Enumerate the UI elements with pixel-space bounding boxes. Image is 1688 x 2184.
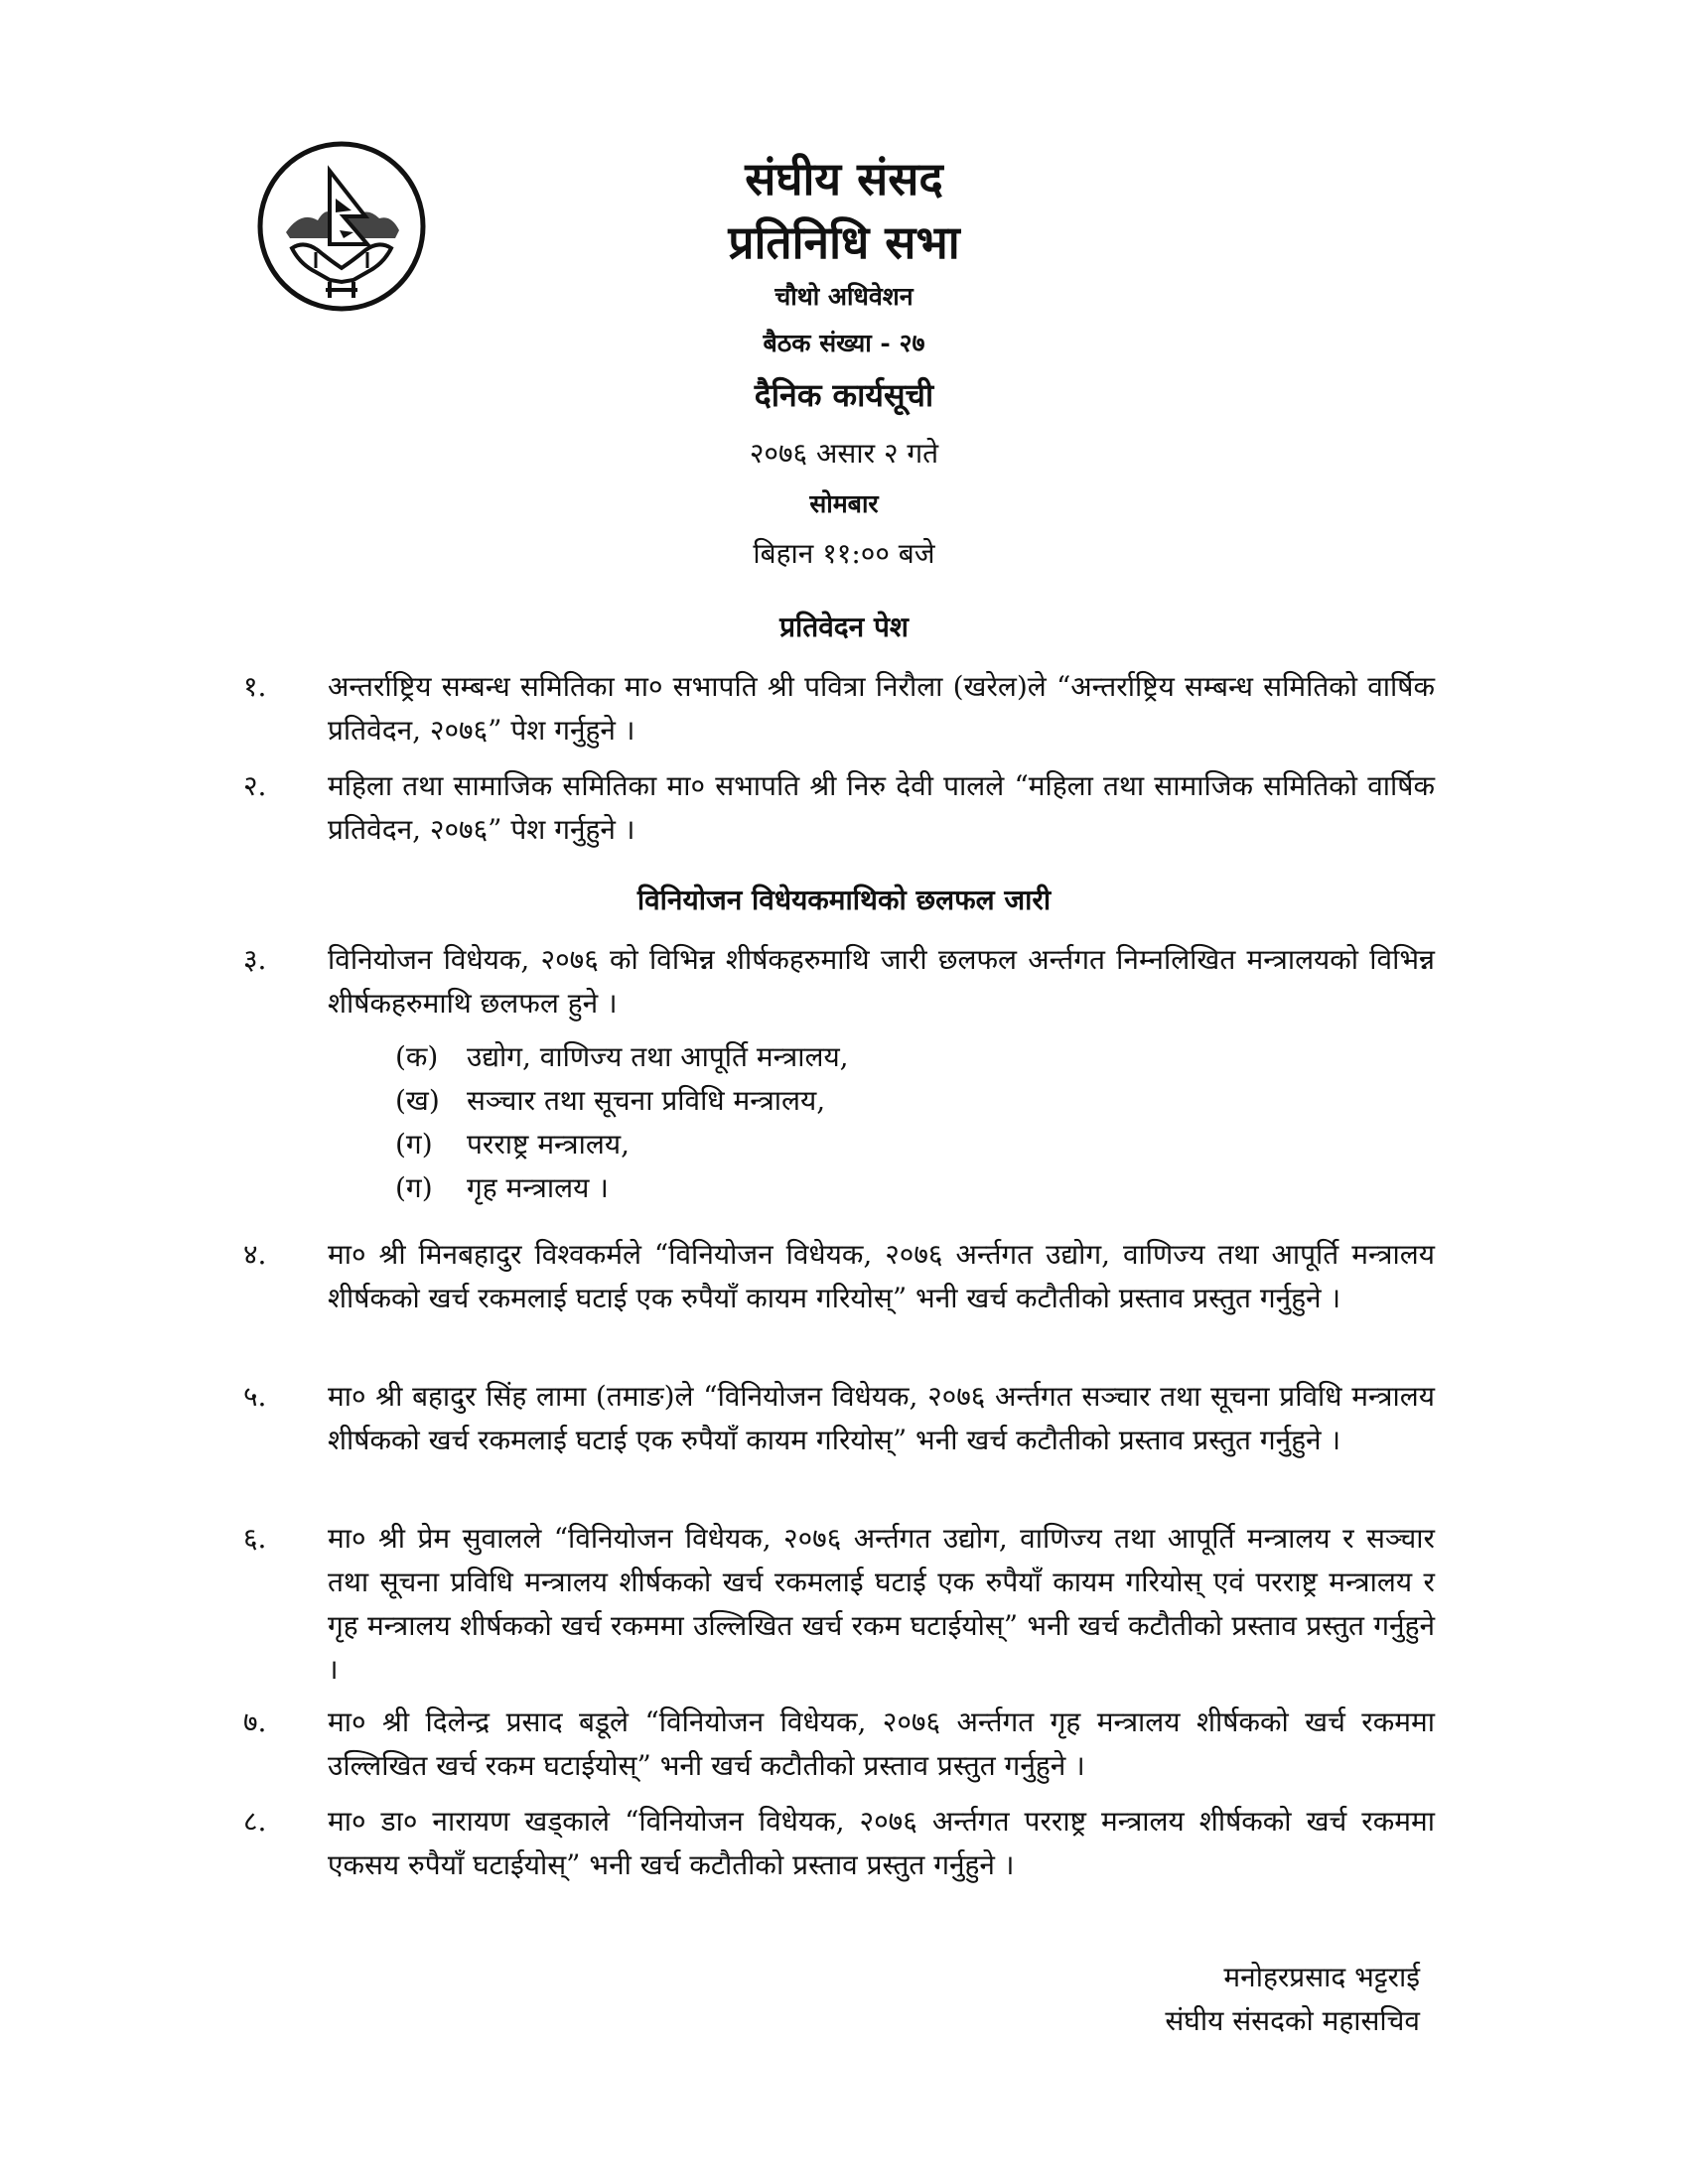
item-text: मा० श्री प्रेम सुवालले “विनियोजन विधेयक, २०७६ अर्न्तगत उद्योग, वाणिज्य तथा आपूर्ति मन्त्रालय र सञ्चार तथा सूचना प्रविधि मन्त्रालय शीर्षकको खर्च रकमलाई घटाई एक रुपैयाँ कायम गरियोस् एवं परराष्ट्र मन्त्रालय र गृह मन्त्रालय शीर्षकको खर्च रकममा उल्लिखित खर्च रकम घटाईयोस्” भनी खर्च कटौतीको प्रस्ताव प्रस्तुत गर्नुहुने । (328, 1522, 1435, 1686)
item-text: मा० श्री दिलेन्द्र प्रसाद बडूले “विनियोजन विधेयक, २०७६ अर्न्तगत गृह मन्त्रालय शीर्षकको खर्च रकममा उल्लिखित खर्च रकम घटाईयोस्” भनी खर्च कटौतीको प्रस्ताव प्रस्तुत गर्नुहुने । (328, 1706, 1435, 1782)
parliament-emblem-icon (256, 141, 427, 312)
agenda-item (243, 938, 1435, 1025)
agenda-item (243, 1375, 1435, 1462)
section-title-appropriation: विनियोजन विधेयकमाथिको छलफल जारी (636, 884, 1052, 916)
item-text: मा० श्री बहादुर सिंह लामा (तमाङ)ले “विनियोजन विधेयक, २०७६ अर्न्तगत सञ्चार तथा सूचना प्रविधि मन्त्रालय शीर्षकको खर्च रकमलाई घटाई एक रुपैयाँ कायम गरियोस्” भनी खर्च कटौतीको प्रस्ताव प्रस्तुत गर्नुहुने । (328, 1380, 1435, 1456)
item-text: महिला तथा सामाजिक समितिका मा० सभापति श्री निरु देवी पालले “महिला तथा सामाजिक समितिको वार्षिक प्रतिवेदन, २०७६” पेश गर्नुहुने । (328, 769, 1435, 846)
header-title-line2: प्रतिनिधि सभा (728, 215, 960, 269)
item-text: अन्तर्राष्ट्रिय सम्बन्ध समितिका मा० सभापति श्री पवित्रा निरौला (खरेल)ले “अन्तर्राष्ट्रिय सम्बन्ध समितिको वार्षिक प्रतिवेदन, २०७६” पेश गर्नुहुने । (328, 670, 1435, 747)
sub-item-label: (ख) (395, 1084, 440, 1117)
agenda-item (243, 665, 1435, 752)
agenda-title: दैनिक कार्यसूची (754, 376, 934, 414)
item-number: १. (243, 670, 267, 703)
sub-item (395, 1123, 630, 1166)
sub-item-text: परराष्ट्र मन्त्रालय, (467, 1128, 630, 1160)
signatory-title: संघीय संसदको महासचिव (1165, 2004, 1420, 2037)
session-label: चौथो अधिवेशन (774, 282, 914, 311)
signatory-name: मनोहरप्रसाद भट्टराई (1223, 1961, 1420, 1993)
sub-item (395, 1166, 609, 1210)
item-number: ६. (243, 1522, 267, 1555)
agenda-item (243, 1233, 1435, 1320)
agenda-date: २०७६ असार २ गते (749, 437, 939, 470)
item-number: ७. (243, 1706, 267, 1738)
header-title-line1: संघीय संसद (745, 152, 943, 205)
agenda-time: बिहान ११:०० बजे (753, 537, 935, 570)
agenda-item (243, 764, 1435, 852)
sub-item-text: सञ्चार तथा सूचना प्रविधि मन्त्रालय, (467, 1084, 826, 1117)
sub-item-label: (क) (395, 1040, 439, 1073)
item-text: मा० श्री मिनबहादुर विश्वकर्मले “विनियोजन विधेयक, २०७६ अर्न्तगत उद्योग, वाणिज्य तथा आपूर्ति मन्त्रालय शीर्षकको खर्च रकमलाई घटाई एक रुपैयाँ कायम गरियोस्” भनी खर्च कटौतीको प्रस्ताव प्रस्तुत गर्नुहुने । (328, 1238, 1435, 1314)
meeting-number: बैठक संख्या - २७ (763, 329, 925, 357)
item-number: २. (243, 769, 267, 802)
agenda-item (243, 1701, 1435, 1788)
item-text: विनियोजन विधेयक, २०७६ को विभिन्न शीर्षकहरुमाथि जारी छलफल अर्न्तगत निम्नलिखित मन्त्रालयको विभिन्न शीर्षकहरुमाथि छलफल हुने । (328, 943, 1435, 1020)
sub-item (395, 1035, 849, 1079)
item-number: ३. (243, 943, 267, 976)
item-number: ८. (243, 1805, 267, 1838)
sub-item (395, 1079, 825, 1123)
agenda-day: सोमबार (809, 489, 879, 518)
agenda-item (243, 1800, 1435, 1887)
item-text: मा० डा० नारायण खड्काले “विनियोजन विधेयक, २०७६ अर्न्तगत परराष्ट्र मन्त्रालय शीर्षकको खर्च रकममा एकसय रुपैयाँ घटाईयोस्” भनी खर्च कटौतीको प्रस्ताव प्रस्तुत गर्नुहुने । (328, 1805, 1435, 1881)
item-number: ४. (243, 1238, 267, 1271)
agenda-item (243, 1517, 1435, 1692)
sub-item-label: (ग) (395, 1128, 433, 1160)
sub-item-text: गृह मन्त्रालय । (467, 1171, 609, 1204)
sub-item-text: उद्योग, वाणिज्य तथा आपूर्ति मन्त्रालय, (467, 1040, 849, 1073)
section-title-report: प्रतिवेदन पेश (779, 611, 909, 643)
item-number: ५. (243, 1380, 267, 1413)
sub-item-label: (ग) (395, 1171, 433, 1204)
